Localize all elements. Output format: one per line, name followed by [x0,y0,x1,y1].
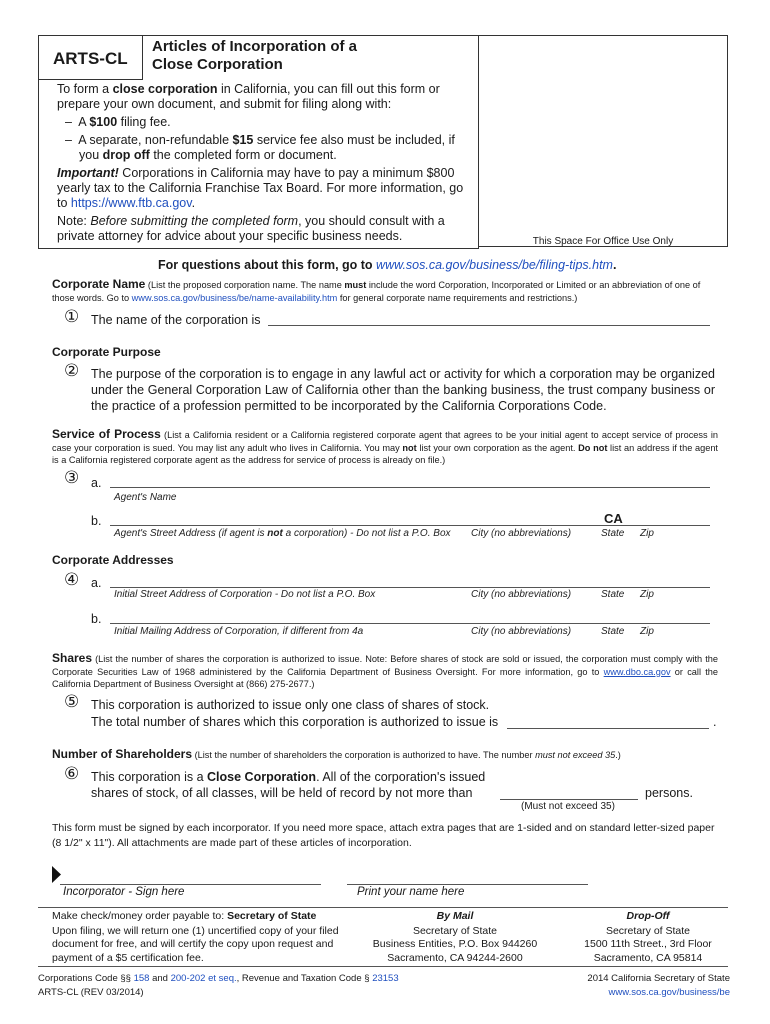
agent-address-field[interactable] [110,525,710,526]
code-citations: Corporations Code §§ 158 and 200-202 et seq., Revenue and Taxation Code § 23153 [38,973,399,984]
initial-street-state-caption: State [601,589,625,600]
agent-city-caption: City (no abbreviations) [471,528,572,539]
signature-caption: Incorporator - Sign here [63,886,185,898]
form-revision: ARTS-CL (REV 03/2014) [38,987,144,998]
shareholders-line1: This corporation is a Close Corporation. All of the corporation's issued [91,770,486,784]
corporate-purpose-text: The purpose of the corporation is to engage in any lawful act or activity for which a corporation may be organized under the General Corporation Law of California other than the banking business, the trust company business or the practice of a profession permitted to be incorporated by the California Corporations Code. [91,367,715,413]
item-5-number: ⑤ [64,692,80,712]
initial-street-zip-caption: Zip [640,589,654,600]
shareholders-line2: shares of stock, of all classes, will be held of record by not more than [91,786,473,800]
initial-mailing-caption: Initial Mailing Address of Corporation, if different from 4a [114,626,364,637]
shares-desc: Shares (List the number of shares the corporation is authorized to issue. Note: Before shares of stock are sold or issued, the corporation must comply with the Corporate Securities Law of 1968 administered by the California Department of Business Oversight. For more information, go to www.dbo.ca.gov or call the California Department of Business Oversight at (866) 275-2677.) [52,651,718,689]
form-title-line1: Articles of Incorporation of a [152,38,358,55]
sign-here-arrow-icon [52,866,61,883]
item-4-number: ④ [64,570,80,590]
shareholders-desc: Number of Shareholders (List the number of shareholders the corporation is authorized to have. The number must not exceed 35.) [52,747,621,761]
form-title [152,38,472,74]
corporate-addresses-head: Corporate Addresses [52,553,174,567]
filing-tips-link[interactable]: www.sos.ca.gov/business/be/filing-tips.htm [376,258,613,272]
item-3b-label: b. [91,514,102,528]
item-3a-label: a. [91,476,102,490]
initial-mailing-field[interactable] [110,623,710,624]
corporation-name-label: The name of the corporation is [91,313,261,327]
shares-period: . [713,715,717,729]
max-shareholders-field[interactable] [500,799,638,800]
office-use-box [478,35,728,247]
by-mail-address: By Mail Secretary of State Business Entities, P.O. Box 944260 Sacramento, CA 94244-2600 [372,910,538,964]
agent-name-caption: Agent's Name [114,492,177,503]
form-id: ARTS-CL [53,49,128,68]
intro-text: To form a close corporation in California, you can fill out this form or prepare your own document, and submit for filing along with: – A $100 filing fee. – A separate, non-refundable $15 service fee also must be included, if you drop off the completed form or document. Important! Corporations in California may have to pay a minimum $800 yearly tax to the California Franchise Tax Board. For more information, go to https://www.ftb.ca.gov. Note: Before submitting the completed form, you should consult with a private attorney for advice about your specific business needs. [57,82,464,243]
print-name-field[interactable] [347,884,588,885]
item-1-number: ① [64,307,80,327]
agent-state-caption: State [601,528,625,539]
ftb-link[interactable]: https://www.ftb.ca.gov [70,196,192,210]
item-2-number: ② [64,361,80,381]
agent-street-caption: Agent's Street Address (if agent is not a corporation) - Do not list a P.O. Box [114,528,451,539]
office-use-label: This Space For Office Use Only [532,236,674,247]
agent-name-field[interactable] [110,487,710,488]
item-4b-label: b. [91,612,102,626]
item-3-number: ③ [64,468,80,488]
code-200-link[interactable]: 200-202 et seq. [170,973,237,984]
persons-label: persons. [645,786,693,800]
code-23153-link[interactable]: 23153 [372,973,399,984]
max-shareholders-caption: (Must not exceed 35) [521,801,615,812]
dbo-link[interactable]: www.dbo.ca.gov [603,666,671,677]
corporate-purpose-head: Corporate Purpose [52,345,161,359]
initial-mailing-city-caption: City (no abbreviations) [471,626,572,637]
agent-state-value: CA [604,511,623,526]
initial-mailing-zip-caption: Zip [640,626,654,637]
form-id-box [38,35,143,80]
shares-line2: The total number of shares which this corporation is authorized to issue is [91,715,499,729]
corporate-name-desc: Corporate Name (List the proposed corporation name. The name must include the word Corporation, Incorporated or Limited or an abbreviation of one of those words. Go to www.sos.ca.gov/business/be/name-availability.htm for general corporate name requirements and restrictions.) [52,277,701,303]
payment-instructions: Make check/money order payable to: Secretary of State Upon filing, we will return one (1) uncertified copy of your filed document for free, and will certify the copy upon request and payment of a $5 certification fee. [52,910,339,964]
corporation-name-field[interactable] [268,325,710,326]
initial-street-city-caption: City (no abbreviations) [471,589,572,600]
drop-off-address: Drop-Off Secretary of State 1500 11th Street., 3rd Floor Sacramento, CA 95814 [584,910,712,964]
print-name-caption: Print your name here [357,886,465,898]
item-6-number: ⑥ [64,764,80,784]
initial-mailing-state-caption: State [601,626,625,637]
initial-street-caption: Initial Street Address of Corporation - Do not list a P.O. Box [114,589,376,600]
item-4a-label: a. [91,576,102,590]
service-of-process-desc: Service of Process (List a California resident or a California registered corporate agent that agrees to be your initial agent to accept service of process in case your corporation is sued. You may list any adult who lives in California. You may not list your own corporation as the agent. Do not list an address if the agent is a California registered corporate agent as the address for service of process is already on file.) [52,427,718,465]
copyright: 2014 California Secretary of State [587,973,730,984]
sos-business-link[interactable]: www.sos.ca.gov/business/be [608,987,730,998]
agent-zip-caption: Zip [640,528,654,539]
incorporator-signature-field[interactable] [60,884,321,885]
name-availability-link[interactable]: www.sos.ca.gov/business/be/name-availability.htm [131,292,338,303]
initial-street-field[interactable] [110,587,710,588]
code-158-link[interactable]: 158 [133,973,150,984]
questions-line: For questions about this form, go to www.sos.ca.gov/business/be/filing-tips.htm. [158,258,617,272]
signature-instructions: This form must be signed by each incorporator. If you need more space, attach extra pages that are 1-sided and on standard letter-sized paper (8 1/2" x 11"). All attachments are made part of these articles of incorporation. [52,822,715,849]
authorized-shares-field[interactable] [507,728,709,729]
form-title-line2: Close Corporation [152,56,283,73]
shares-line1: This corporation is authorized to issue only one class of shares of stock. [91,698,490,712]
